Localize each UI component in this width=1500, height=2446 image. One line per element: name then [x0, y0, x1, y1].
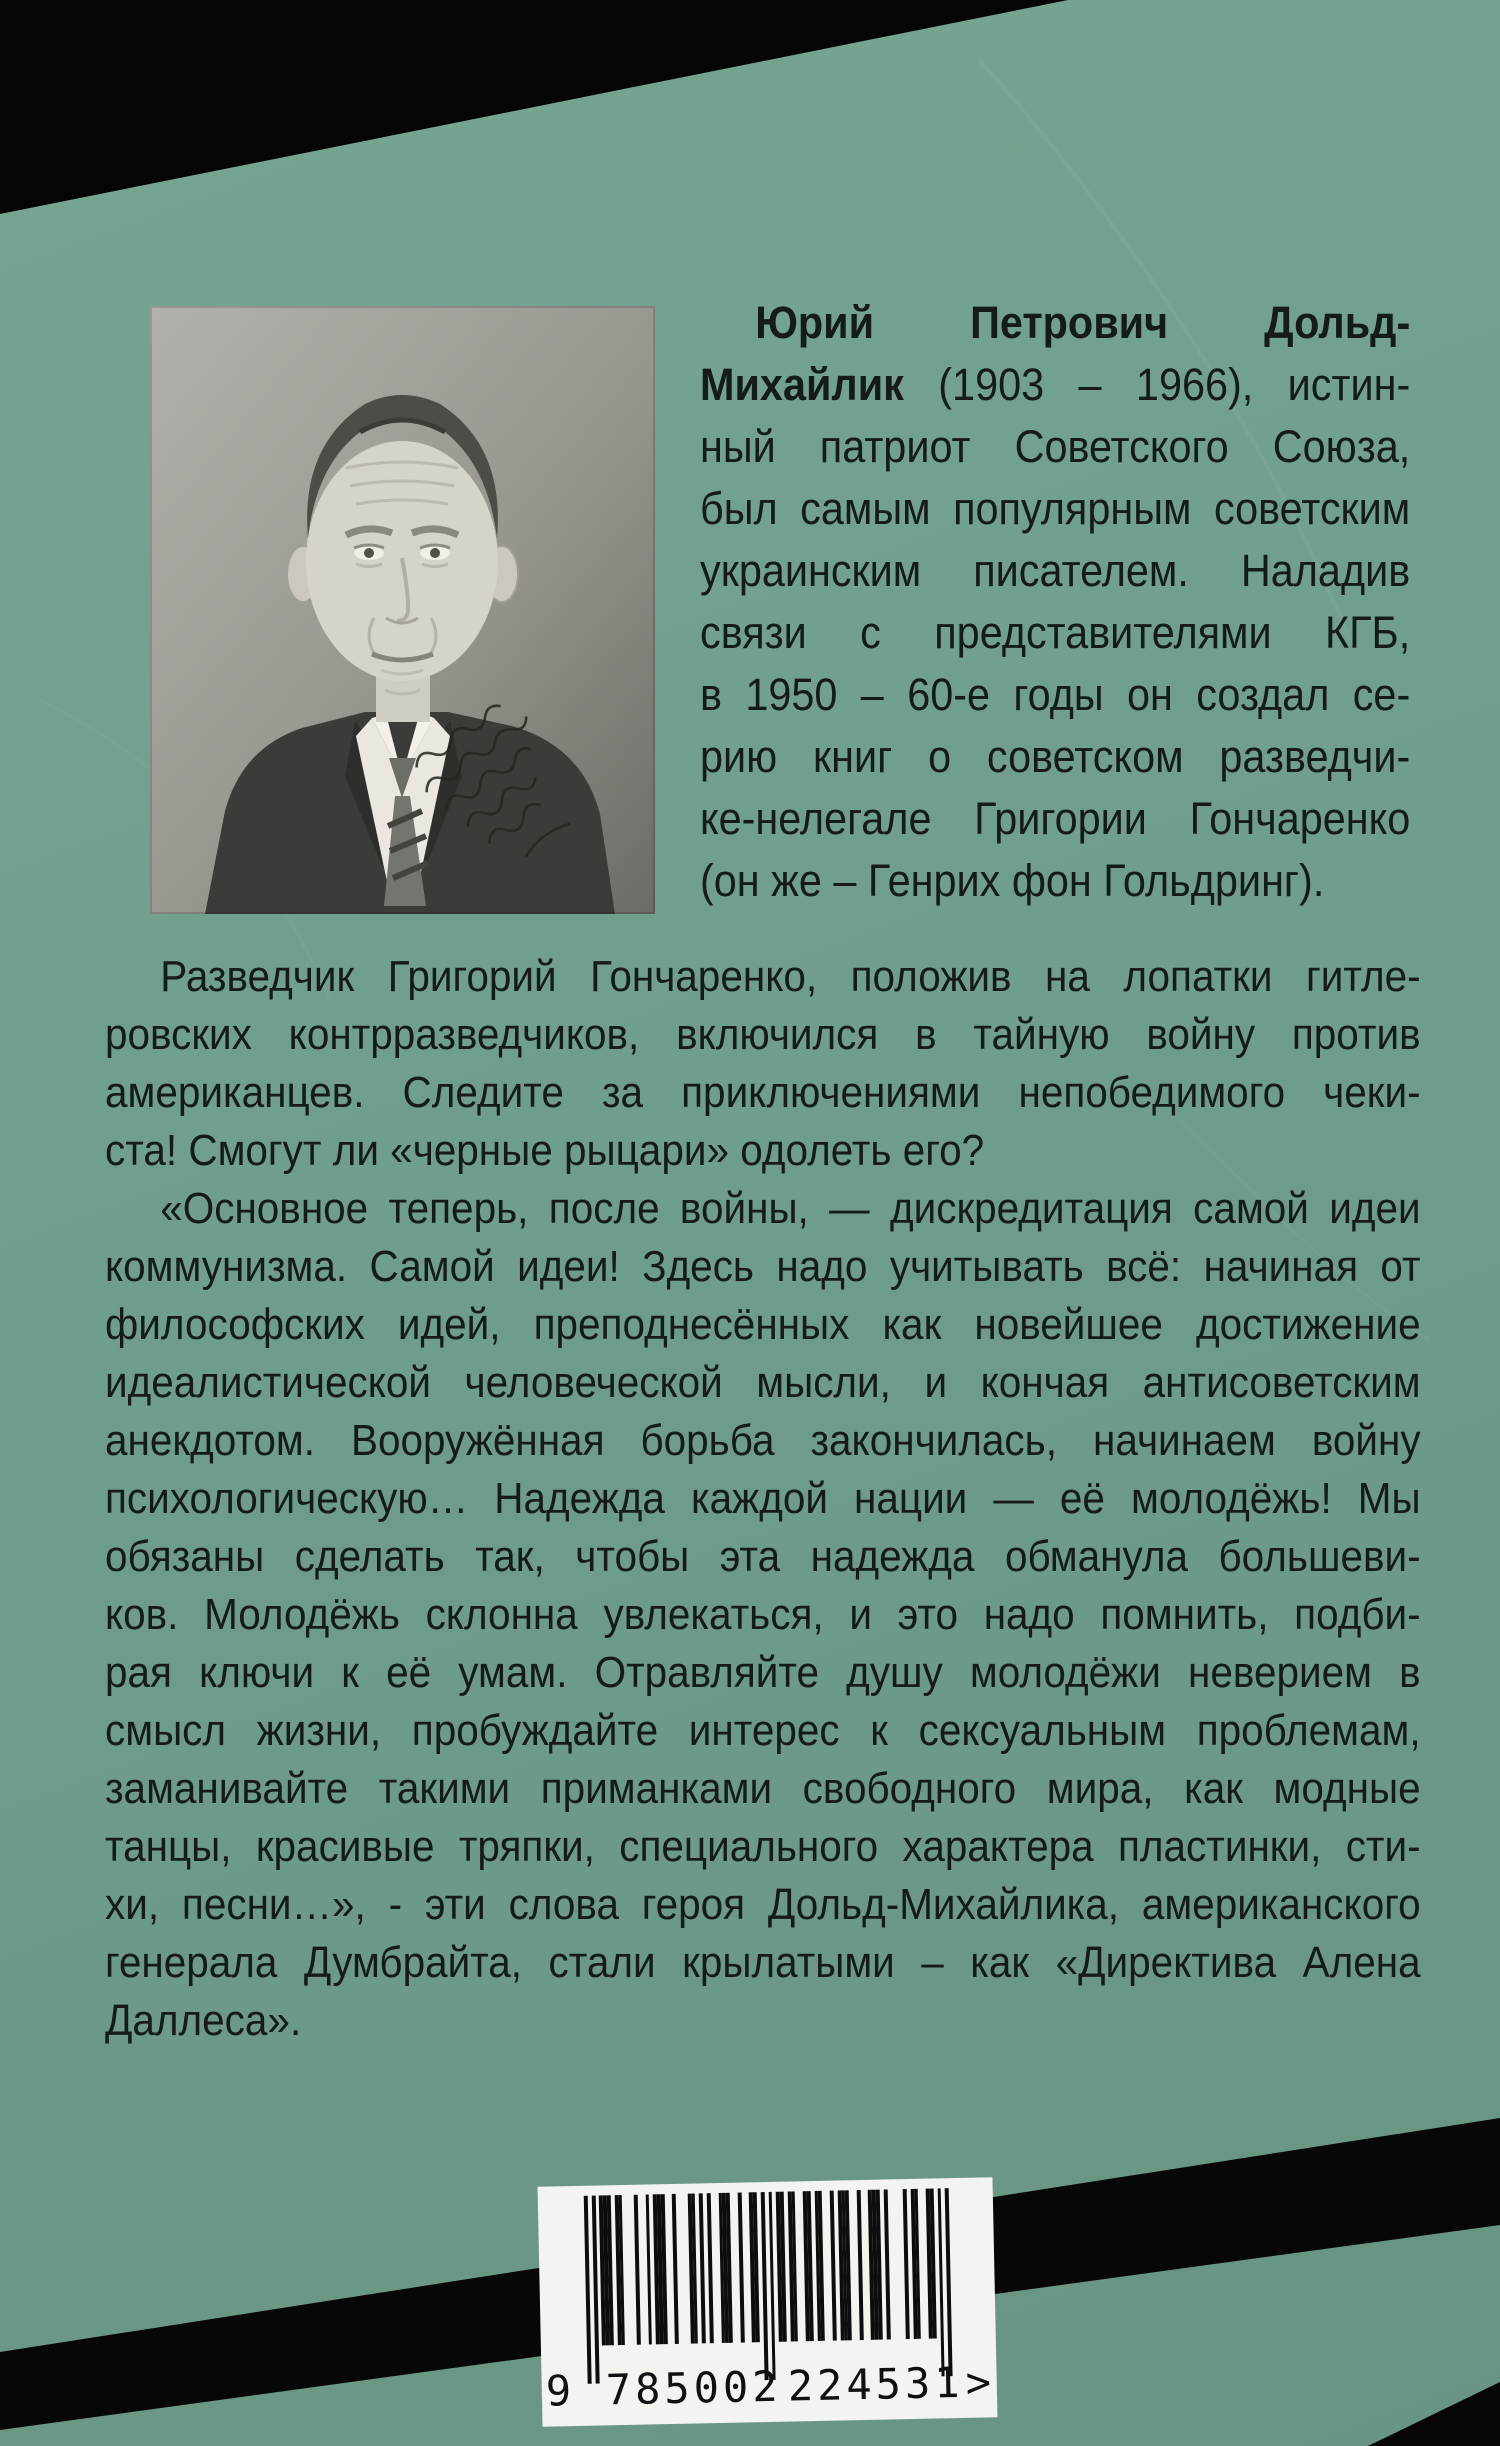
text-line: обязаны сделать так, чтобы эта надежда обманула большеви-	[105, 1532, 1421, 1581]
text-line: Михайлик (1903 – 1966), истин-	[700, 359, 1411, 410]
text-line: хи, песни…», - эти слова героя Дольд-Михайлика, американского	[105, 1880, 1421, 1929]
barcode-digit-group1: 785002	[605, 2361, 782, 2415]
text-line: «Основное теперь, после войны, — дискредитация самой идеи	[160, 1184, 1421, 1233]
annotation-paragraph	[105, 948, 1421, 1180]
text-line: был самым популярным советским	[700, 483, 1411, 534]
text-line: украинским писателем. Наладив	[700, 545, 1411, 596]
text-line: танцы, красивые тряпки, специального характера пластинки, сти-	[105, 1822, 1421, 1871]
author-photo	[150, 305, 655, 915]
text-line: смысл жизни, пробуждайте интерес к сексуальным проблемам,	[105, 1706, 1421, 1755]
barcode-label	[538, 2177, 998, 2426]
text-line: генерала Думбрайта, стали крылатыми – как «Директива Алена	[105, 1938, 1421, 1987]
text-line: рию книг о советском разведчи-	[700, 731, 1411, 782]
text-line: философских идей, преподнесённых как новейшее достижение	[105, 1300, 1421, 1349]
text-line: рая ключи к её умам. Отравляйте душу молодёжи неверием в	[105, 1648, 1421, 1697]
text-line: Разведчик Григорий Гончаренко, положив на лопатки гитле-	[160, 952, 1421, 1001]
annotation-paragraph	[105, 1180, 1421, 2050]
barcode-digit-lead: 9	[545, 2366, 572, 2416]
ean13-barcode	[584, 2188, 953, 2384]
text-line: ке-нелегале Григории Гончаренко	[700, 793, 1411, 844]
text-line: в 1950 – 60-е годы он создал се-	[700, 669, 1411, 720]
barcode-digit-trail: >	[965, 2357, 992, 2407]
text-line: Даллеса».	[105, 1996, 302, 2045]
text-line: связи с представителями КГБ,	[700, 607, 1411, 658]
text-line: американцев. Следите за приключениями непобедимого чеки-	[105, 1068, 1421, 1117]
text-line: ровских контрразведчиков, включился в тайную войну против	[105, 1010, 1421, 1059]
text-line: ный патриот Советского Союза,	[700, 421, 1411, 472]
author-bio-text	[700, 292, 1410, 912]
backdrop-corner-top-left	[0, 0, 1068, 214]
text-line: анекдотом. Вооружённая борьба закончилась, начинаем войну	[105, 1416, 1421, 1465]
backdrop-corner-bottom-right	[1368, 2382, 1500, 2446]
text-line: ков. Молодёжь склонна увлекаться, и это надо помнить, подби-	[105, 1590, 1421, 1639]
text-line: Юрий Петрович Дольд-	[755, 297, 1411, 348]
text-line: психологическую… Надежда каждой нации — её молодёжь! Мы	[105, 1474, 1421, 1523]
annotation-text	[105, 948, 1421, 2050]
text-line: ста! Смогут ли «черные рыцари» одолеть его?	[105, 1126, 985, 1175]
text-line: коммунизма. Самой идеи! Здесь надо учитывать всё: начиная от	[105, 1242, 1421, 1291]
text-line: (он же – Генрих фон Гольдринг).	[700, 855, 1325, 906]
text-line: идеалистической человеческой мысли, и кончая антисоветским	[105, 1358, 1421, 1407]
barcode-digit-group2: 224531	[787, 2357, 964, 2411]
barcode-digits	[541, 2357, 997, 2421]
text-line: заманивайте такими приманками свободного мира, как модные	[105, 1764, 1421, 1813]
